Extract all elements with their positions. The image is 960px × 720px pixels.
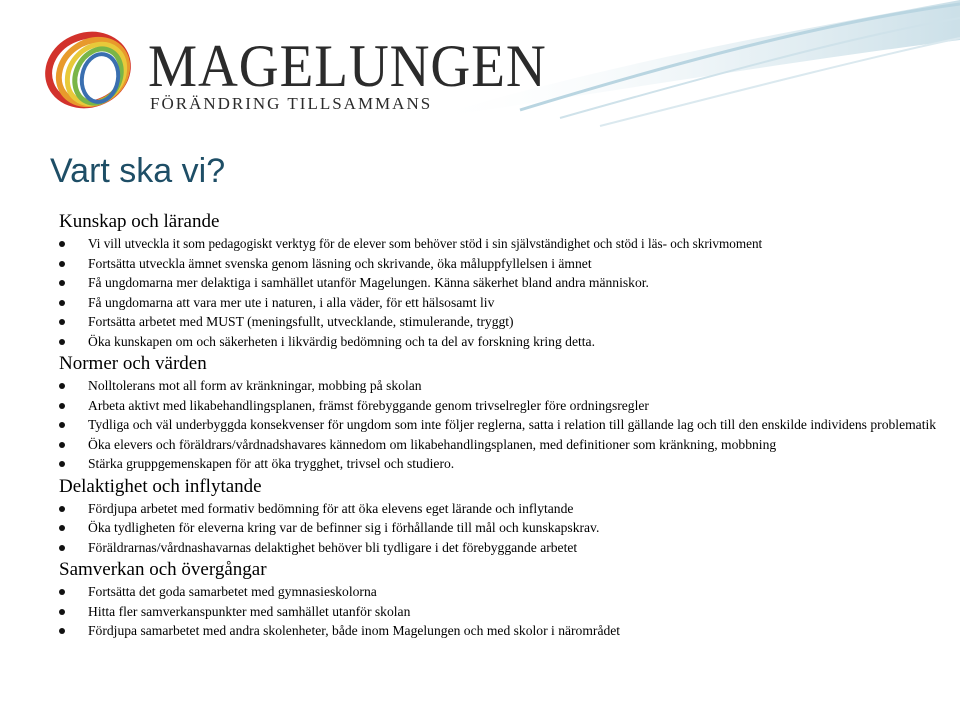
section-heading: Normer och värden (59, 353, 207, 374)
section-heading: Samverkan och övergångar (59, 559, 267, 580)
bullet-list (59, 499, 939, 558)
list-item: Hitta fler samverkanspunkter med samhället utanför skolan (59, 602, 939, 622)
list-item: Fördjupa arbetet med formativ bedömning för att öka elevens eget lärande och inflytande (59, 499, 939, 519)
page-title: Vart ska vi? (50, 152, 226, 190)
logo-rings-icon (38, 22, 148, 122)
list-item: Öka kunskapen om och säkerheten i likvärdig bedömning och ta del av forskning kring detta. (59, 332, 939, 352)
list-item: Fortsätta utveckla ämnet svenska genom läsning och skrivande, öka måluppfyllelsen i ämnet (59, 254, 939, 274)
list-item: Fördjupa samarbetet med andra skolenheter, både inom Magelungen och med skolor i närområdet (59, 621, 939, 641)
list-item: Nolltolerans mot all form av kränkningar, mobbing på skolan (59, 376, 939, 396)
list-item: Fortsätta det goda samarbetet med gymnasieskolorna (59, 582, 939, 602)
bullet-list (59, 376, 939, 474)
list-item: Föräldrarnas/vårdnashavarnas delaktighet behöver bli tydligare i det förebyggande arbetet (59, 538, 939, 558)
list-item: Fortsätta arbetet med MUST (meningsfullt, utvecklande, stimulerande, tryggt) (59, 312, 939, 332)
magelungen-logo (38, 22, 558, 122)
bullet-list (59, 582, 939, 641)
list-item: Tydliga och väl underbyggda konsekvenser för ungdom som inte följer reglerna, satta i relation till gällande lag och till den enskilde individens problematik (59, 415, 939, 435)
section-kunskap (59, 211, 939, 351)
list-item: Få ungdomarna mer delaktiga i samhället utanför Magelungen. Känna säkerhet bland andra människor. (59, 273, 939, 293)
list-item: Arbeta aktivt med likabehandlingsplanen, främst förebyggande genom trivselregler före ordningsregler (59, 396, 939, 416)
section-heading: Delaktighet och inflytande (59, 475, 262, 497)
content-body (59, 211, 939, 643)
logo-name: MAGELUNGEN (148, 33, 547, 99)
list-item: Få ungdomarna att vara mer ute i naturen, i alla väder, för ett hälsosamt liv (59, 293, 939, 313)
section-heading: Kunskap och lärande (59, 211, 220, 232)
list-item: Öka tydligheten för eleverna kring var de befinner sig i förhållande till mål och kunskapskrav. (59, 518, 939, 538)
section-delaktighet (59, 476, 939, 558)
list-item: Vi vill utveckla it som pedagogiskt verktyg för de elever som behöver stöd i sin självständighet och stöd i läs- och skrivmoment (59, 234, 939, 254)
list-item: Öka elevers och föräldrars/vårdnadshavares kännedom om likabehandlingsplanen, med definitioner som kränkning, mobbning (59, 435, 939, 455)
list-item: Stärka gruppgemenskapen för att öka trygghet, trivsel och studiero. (59, 454, 939, 474)
section-normer (59, 353, 939, 474)
bullet-list (59, 234, 939, 351)
section-samverkan (59, 559, 939, 641)
logo-tagline: FÖRÄNDRING TILLSAMMANS (150, 94, 433, 113)
